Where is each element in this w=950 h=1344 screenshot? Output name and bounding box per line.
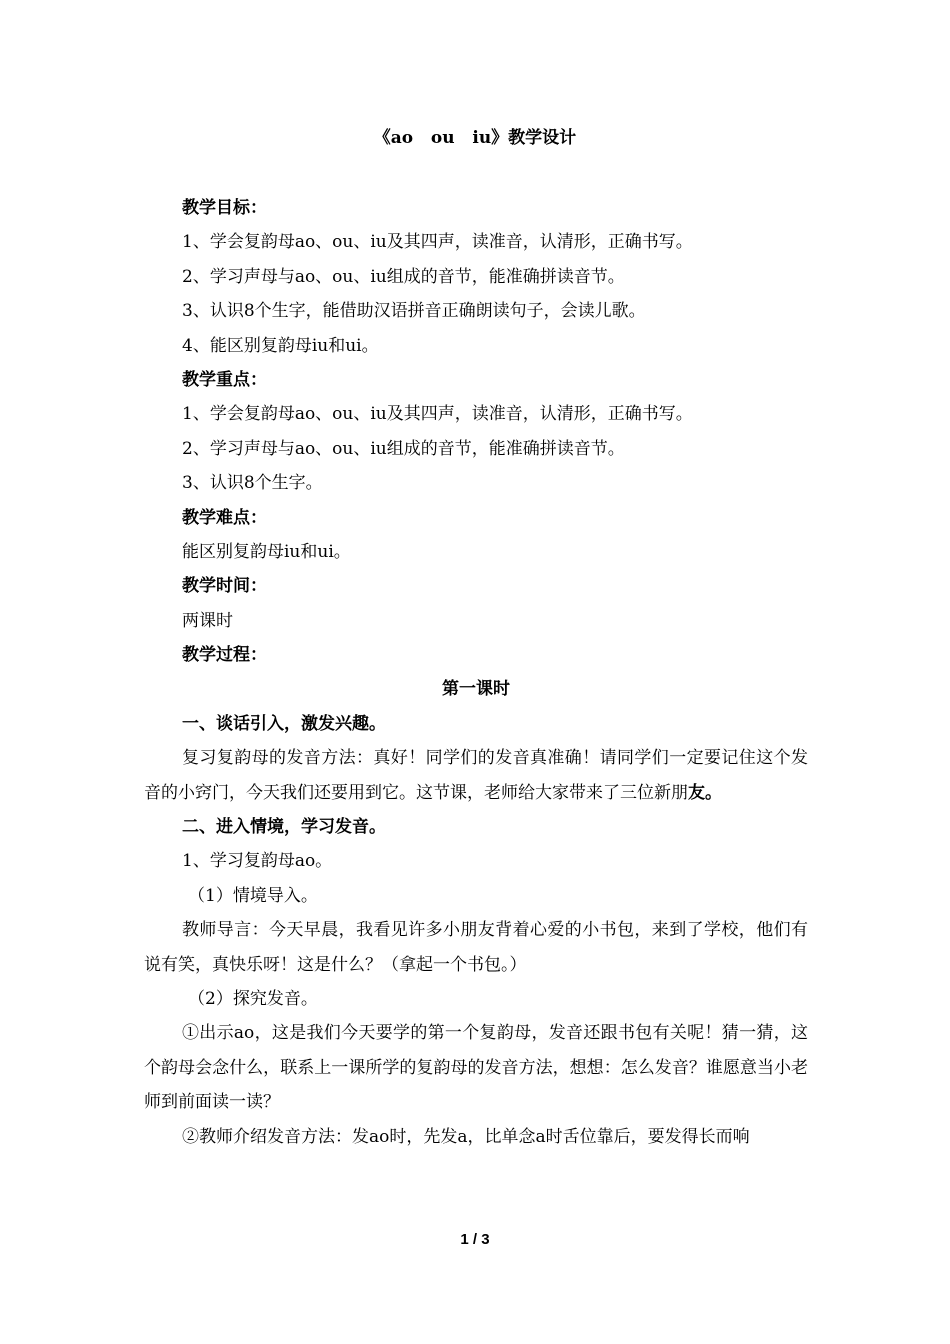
step1-sub2-paragraph2: ②教师介绍发音方法：发ao时，先发a，比单念a时舌位靠后，要发得长而响 xyxy=(182,1126,750,1147)
process-heading: 教学过程： xyxy=(182,645,267,666)
difficulties-heading: 教学难点： xyxy=(182,507,267,528)
section2-heading: 二、进入情境，学习发音。 xyxy=(182,817,386,838)
key-points-heading: 教学重点： xyxy=(182,369,267,390)
step1: 1、学习复韵母ao。 xyxy=(182,851,333,872)
objectives-heading: 教学目标： xyxy=(182,198,267,218)
lesson-title: 第一课时 xyxy=(442,679,510,700)
objective-item: 1、学会复韵母ao、ou、iu及其四声，读准音，认清形，正确书写。 xyxy=(182,232,693,253)
section1-paragraph-tail: 友。 xyxy=(688,782,722,803)
section1-paragraph-main: 复习复韵母的发音方法：真好！同学们的发音真准确！请同学们一定要记住这个发音的小窍门，今天我们还要用到它。这节课，老师给大家带来了三位新朋 xyxy=(144,748,808,803)
objective-item: 2、学习声母与ao、ou、iu组成的音节，能准确拼读音节。 xyxy=(182,266,625,287)
page-number: 1 / 3 xyxy=(460,1231,490,1248)
key-point-item: 3、认识8个生字。 xyxy=(182,473,323,494)
step1-sub2-paragraph1: ①出示ao，这是我们今天要学的第一个复韵母，发音还跟书包有关呢！猜一猜，这个韵母会念什么，联系上一课所学的复韵母的发音方法，想想：怎么发音？谁愿意当小老师到前面读一读？ xyxy=(144,1023,808,1113)
objective-item: 4、能区别复韵母iu和ui。 xyxy=(182,335,379,356)
objective-item: 3、认识8个生字，能借助汉语拼音正确朗读句子，会读儿歌。 xyxy=(182,301,646,322)
time-text: 两课时 xyxy=(182,610,233,631)
step1-sub2: （2）探究发音。 xyxy=(188,989,318,1010)
step1-sub1-paragraph: 教师导言：今天早晨，我看见许多小朋友背着心爱的小书包，来到了学校，他们有说有笑，真快乐呀！这是什么？（拿起一个书包。） xyxy=(144,920,808,975)
key-point-item: 1、学会复韵母ao、ou、iu及其四声，读准音，认清形，正确书写。 xyxy=(182,404,693,425)
time-heading: 教学时间： xyxy=(182,576,267,597)
document-title: 《ao ou iu》教学设计 xyxy=(373,128,577,148)
section1-heading: 一、谈话引入，激发兴趣。 xyxy=(182,713,386,734)
document-body xyxy=(144,191,808,1154)
key-point-item: 2、学习声母与ao、ou、iu组成的音节，能准确拼读音节。 xyxy=(182,438,625,459)
difficulties-text: 能区别复韵母iu和ui。 xyxy=(182,541,351,562)
section1-paragraph xyxy=(144,741,808,810)
step1-sub1: （1）情境导入。 xyxy=(188,885,318,906)
